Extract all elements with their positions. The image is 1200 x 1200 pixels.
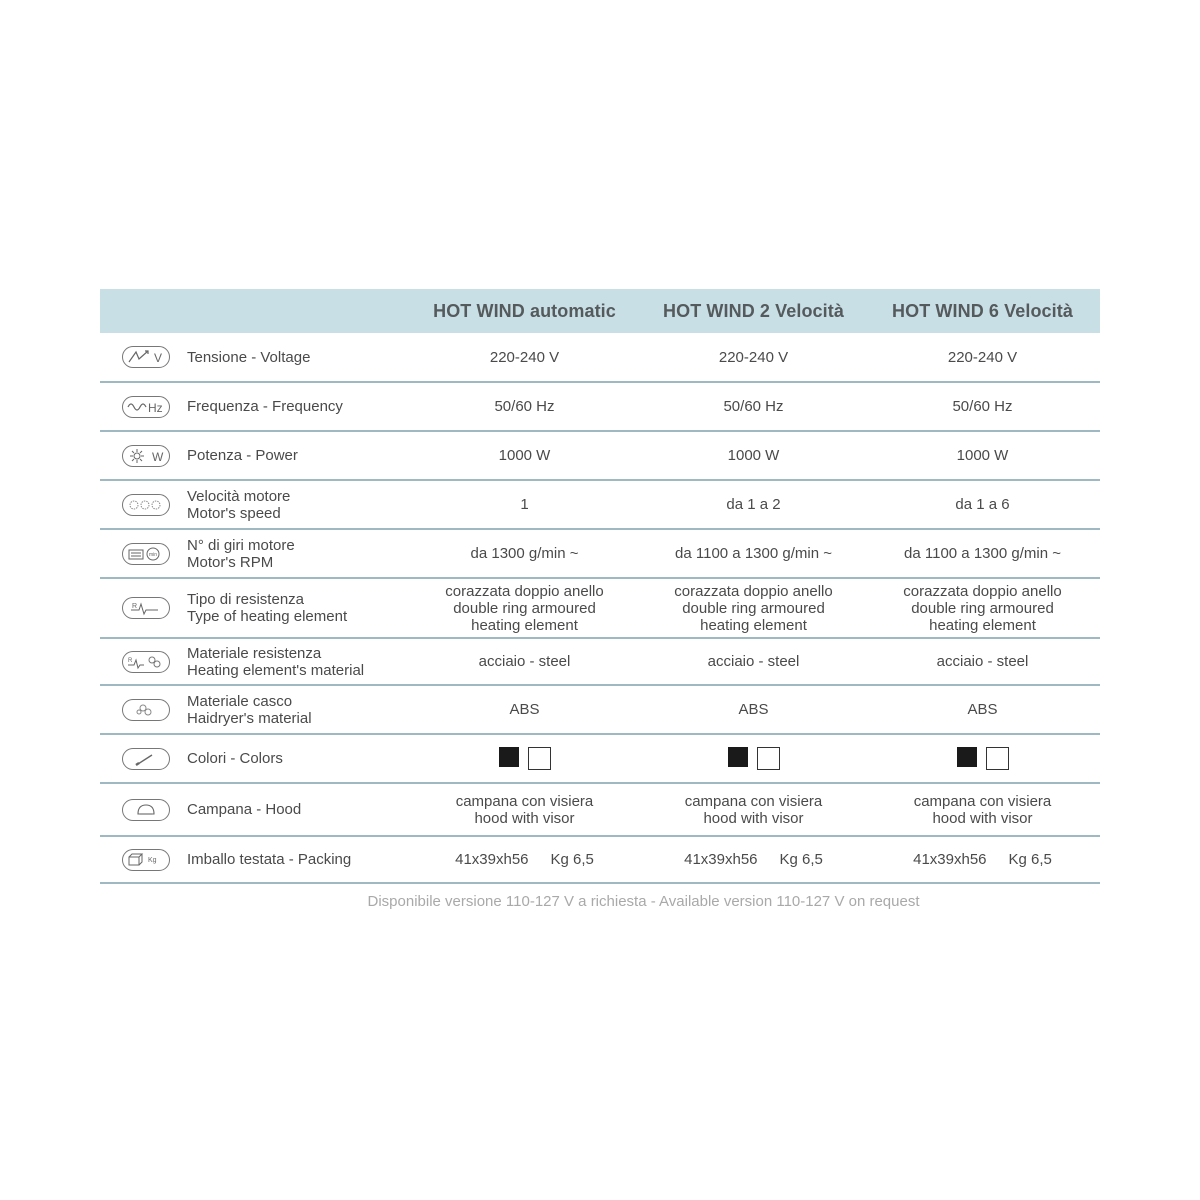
model-header: HOT WIND automatic [433,300,616,321]
row-label: Velocità motore Motor's speed [187,487,291,522]
model-header: HOT WIND 6 Velocità [892,300,1073,321]
row-label: Campana - Hood [187,801,302,818]
table-cell [410,747,639,770]
svg-text:min: min [149,551,158,558]
row-label: Imballo testata - Packing [187,851,352,868]
pack-dimensions: 41x39xh56 [913,851,987,868]
table-cell: da 1100 a 1300 g/min ~ [904,545,1061,562]
svg-text:Hz: Hz [148,400,163,415]
table-cell: 1000 W [956,447,1009,464]
svg-text:Kg: Kg [148,856,157,864]
table-cell: 220-240 V [718,348,789,366]
table-cell: da 1 a 6 [955,496,1010,513]
black-swatch [957,747,977,767]
table-cell: corazzata doppio anello double ring armoured heating element [903,582,1062,634]
motor-rpm-icon [122,543,170,565]
white-swatch [528,747,551,770]
svg-text:R: R [128,657,133,664]
table-cell: acciaio - steel [707,653,800,670]
table-cell [639,747,868,770]
row-label: Tensione - Voltage [187,348,311,366]
white-swatch [986,747,1009,770]
table-row [100,639,1100,686]
pack-weight: Kg 6,5 [779,851,823,868]
table-cell: ABS [509,701,540,718]
table-cell: 50/60 Hz [494,398,555,415]
voltage-icon [122,346,170,368]
table-row [100,432,1100,481]
table-header [100,289,1100,333]
table-cell [868,747,1097,770]
table-cell: campana con visiera hood with visor [455,792,594,827]
pack-weight: Kg 6,5 [550,851,594,868]
table-row [100,530,1100,579]
color-swatches [410,747,639,770]
table-row [100,784,1100,837]
table-cell: da 1100 a 1300 g/min ~ [675,545,832,562]
table-row [100,383,1100,432]
table-cell: campana con visiera hood with visor [684,792,823,827]
packing-icon [122,849,170,871]
power-icon [122,445,170,467]
table-cell: 1 [520,496,529,513]
table-cell: ABS [738,701,769,718]
hood-icon [122,799,170,821]
spec-table [100,289,1100,884]
table-row [100,837,1100,884]
table-cell: 50/60 Hz [723,398,784,415]
table-row [100,579,1100,639]
svg-text:W: W [152,449,164,464]
row-label: Materiale resistenza Heating element's material [187,644,365,679]
row-label: Materiale casco Haidryer's material [187,692,312,727]
table-cell: ABS [967,701,998,718]
svg-text:R: R [132,603,138,610]
row-label: N° di giri motore Motor's RPM [187,536,295,571]
row-label: Colori - Colors [187,750,283,767]
row-label: Potenza - Power [187,447,298,464]
table-cell: da 1300 g/min ~ [470,545,579,562]
table-row [100,333,1100,383]
white-swatch [757,747,780,770]
black-swatch [728,747,748,767]
table-cell: corazzata doppio anello double ring armoured heating element [674,582,833,634]
color-swatches [868,747,1097,770]
model-header: HOT WIND 2 Velocità [663,300,844,321]
pack-weight: Kg 6,5 [1008,851,1052,868]
table-cell [639,851,868,868]
motor-speed-icon [122,494,170,516]
table-cell: 1000 W [727,447,780,464]
row-label: Tipo di resistenza Type of heating element [187,591,348,625]
table-cell: corazzata doppio anello double ring armoured heating element [445,582,604,634]
pack-dimensions: 41x39xh56 [455,851,529,868]
table-cell: 50/60 Hz [952,398,1013,415]
pack-dimensions: 41x39xh56 [684,851,758,868]
table-cell: 220-240 V [947,348,1018,366]
table-cell: campana con visiera hood with visor [913,792,1052,827]
table-row [100,481,1100,530]
heating-element-icon [122,597,170,619]
table-cell [410,851,639,868]
table-row [100,686,1100,735]
color-swatches [639,747,868,770]
footnote: Disponibile versione 110-127 V a richiesta - Available version 110-127 V on request [367,893,920,910]
black-swatch [499,747,519,767]
table-cell [868,851,1097,868]
heating-material-icon [122,651,170,673]
colors-icon [122,748,170,770]
table-row [100,735,1100,784]
frequency-icon [122,396,170,418]
table-cell: acciaio - steel [936,653,1029,670]
table-cell: 220-240 V [489,348,560,366]
table-cell: da 1 a 2 [726,496,781,513]
svg-text:V: V [154,351,163,365]
table-cell: 1000 W [498,447,551,464]
table-cell: acciaio - steel [478,653,571,670]
hood-material-icon [122,699,170,721]
table-body [100,333,1100,884]
row-label: Frequenza - Frequency [187,398,343,415]
